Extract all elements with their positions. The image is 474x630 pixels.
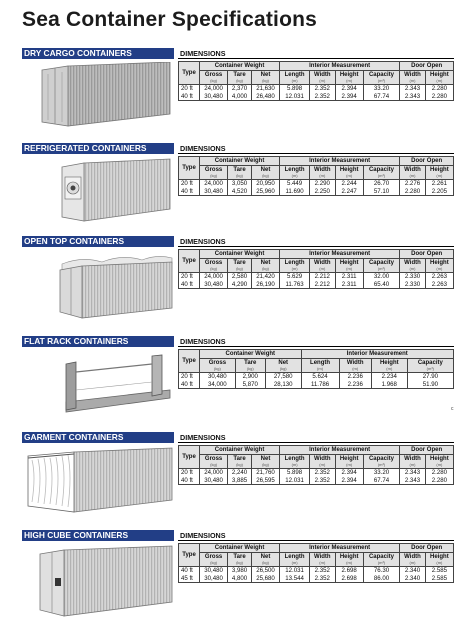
col-net-label: Net — [260, 167, 271, 173]
section-title: HIGH CUBE CONTAINERS — [24, 530, 129, 540]
cell-net: 20,950 25,960 — [251, 180, 279, 196]
unit-m3: (m³) — [377, 462, 386, 467]
col-net-label: Net — [260, 456, 271, 462]
unit-m: (m) — [291, 462, 298, 467]
col-capacity-label: Capacity — [417, 360, 443, 366]
unit-m: (m) — [436, 266, 443, 271]
cell-width: 2.352 2.352 — [310, 567, 336, 583]
col-type: Type — [179, 446, 200, 469]
unit-m: (m) — [319, 173, 326, 178]
cell-tare: 2,370 4,000 — [228, 85, 252, 101]
unit-kg: (kg) — [262, 560, 269, 565]
col-door-width — [400, 553, 426, 567]
section-header-bar — [22, 336, 174, 347]
section-header-bar — [22, 432, 174, 443]
cell-type: 20 ft 40 ft — [179, 273, 200, 289]
col-gross-label: Gross — [204, 554, 223, 560]
unit-m3: (m³) — [377, 560, 386, 565]
col-tare-label: Tare — [233, 554, 246, 560]
cell-capacity: 76.30 86.00 — [363, 567, 399, 583]
col-net — [251, 553, 279, 567]
col-net — [251, 455, 279, 469]
col-tare-label: Tare — [233, 260, 246, 266]
col-door-height-label: Height — [430, 260, 449, 266]
col-net — [251, 71, 279, 85]
unit-m: (m) — [386, 366, 393, 371]
col-capacity-label: Capacity — [368, 554, 394, 560]
unit-m: (m) — [291, 560, 298, 565]
unit-kg: (kg) — [262, 173, 269, 178]
unit-kg: (kg) — [236, 560, 243, 565]
col-net — [251, 166, 279, 180]
section-title: OPEN TOP CONTAINERS — [24, 236, 125, 246]
cell-door-height: 2.280 2.280 — [425, 85, 453, 101]
cell-capacity: 26.70 57.10 — [363, 180, 399, 196]
unit-m: (m) — [319, 462, 326, 467]
group-interior: Interior Measurement — [301, 350, 453, 359]
section-header-bar — [22, 143, 174, 154]
unit-m: (m) — [346, 78, 353, 83]
col-width-label: Width — [313, 167, 331, 173]
cell-net: 21,630 26,480 — [251, 85, 279, 101]
cell-tare: 3,980 4,800 — [228, 567, 252, 583]
cell-height: 2.244 2.247 — [335, 180, 363, 196]
col-capacity — [363, 259, 399, 273]
group-container-weight: Container Weight — [200, 250, 280, 259]
unit-m: (m) — [436, 78, 443, 83]
col-height — [335, 259, 363, 273]
section-header-bar — [22, 236, 174, 247]
cell-width: 2.352 2.352 — [310, 469, 336, 485]
cell-door-height: 2.263 2.263 — [425, 273, 453, 289]
col-gross — [200, 71, 228, 85]
section-title: FLAT RACK CONTAINERS — [24, 336, 129, 346]
unit-kg: (kg) — [210, 560, 218, 565]
unit-m: (m) — [319, 78, 326, 83]
col-length-label: Length — [284, 554, 305, 560]
unit-m: (m) — [346, 266, 353, 271]
unit-m: (m) — [409, 462, 416, 467]
page-title: Sea Container Specifications — [22, 8, 318, 31]
col-gross — [200, 259, 228, 273]
col-gross — [200, 166, 228, 180]
col-height-label: Height — [339, 554, 359, 560]
cell-door-width: 2.343 2.343 — [400, 85, 426, 101]
spec-table — [178, 445, 454, 485]
unit-m: (m) — [291, 173, 298, 178]
col-gross-label: Gross — [204, 260, 223, 266]
group-door-open: Door Open — [400, 446, 454, 455]
col-gross-label: Gross — [204, 167, 223, 173]
spec-table — [178, 349, 454, 389]
col-tare — [228, 166, 252, 180]
col-net-label: Net — [278, 360, 289, 366]
section-refrigerated — [22, 143, 454, 195]
col-gross — [200, 553, 228, 567]
col-net-label: Net — [260, 554, 271, 560]
col-door-height — [425, 455, 453, 469]
unit-m: (m) — [291, 266, 298, 271]
section-garment — [22, 432, 454, 484]
dimensions-label: DIMENSIONS — [178, 236, 454, 247]
col-height-label: Height — [339, 456, 359, 462]
unit-m: (m) — [346, 173, 353, 178]
cell-type: 20 ft 40 ft — [179, 85, 200, 101]
col-type: Type — [179, 157, 200, 180]
col-length-label: Length — [284, 456, 305, 462]
spec-table — [178, 61, 454, 101]
col-door-width-label: Width — [404, 456, 421, 462]
unit-m: (m) — [409, 266, 416, 271]
group-interior: Interior Measurement — [280, 62, 400, 71]
flat-rack-container-illustration — [22, 350, 174, 422]
group-door-open: Door Open — [400, 62, 454, 71]
cell-door-height: 2.585 2.585 — [425, 567, 453, 583]
unit-kg: (kg) — [210, 173, 218, 178]
col-length-label: Length — [284, 167, 305, 173]
group-container-weight: Container Weight — [200, 157, 280, 166]
col-width — [310, 455, 336, 469]
cell-capacity: 32.00 65.40 — [363, 273, 399, 289]
col-tare-label: Tare — [233, 456, 246, 462]
col-length — [280, 166, 310, 180]
col-length — [301, 359, 339, 373]
col-tare — [228, 71, 252, 85]
cell-capacity: 27.90 51.90 — [407, 373, 453, 389]
col-width — [339, 359, 371, 373]
col-height-label: Height — [379, 360, 399, 366]
unit-m3: (m³) — [377, 173, 386, 178]
cell-net: 21,420 26,190 — [251, 273, 279, 289]
col-tare-label: Tare — [233, 72, 246, 78]
cell-gross: 24,000 30,480 — [200, 180, 228, 196]
cell-length: 5.898 12.031 — [280, 85, 310, 101]
cell-type: 20 ft 40 ft — [179, 469, 200, 485]
unit-kg: (kg) — [210, 78, 218, 83]
cell-height: 2.234 1.968 — [371, 373, 407, 389]
col-door-width — [400, 166, 426, 180]
col-type: Type — [179, 62, 200, 85]
col-gross — [200, 455, 228, 469]
col-length-label: Length — [284, 72, 305, 78]
col-length — [280, 71, 310, 85]
col-capacity-label: Capacity — [368, 72, 394, 78]
col-gross-label: Gross — [208, 360, 227, 366]
cell-height: 2.698 2.698 — [335, 567, 363, 583]
cell-width: 2.236 2.236 — [339, 373, 371, 389]
group-interior: Interior Measurement — [280, 250, 400, 259]
section-dry-cargo — [22, 48, 454, 100]
cell-door-width: 2.340 2.340 — [400, 567, 426, 583]
col-height-label: Height — [339, 72, 359, 78]
col-length — [280, 553, 310, 567]
cell-net: 26,500 25,680 — [251, 567, 279, 583]
col-tare — [228, 259, 252, 273]
cell-tare: 3,050 4,520 — [228, 180, 252, 196]
table-row — [179, 273, 454, 289]
col-door-width — [400, 455, 426, 469]
col-net-label: Net — [260, 260, 271, 266]
unit-m3: (m³) — [377, 266, 386, 271]
cell-length: 12.031 13.544 — [280, 567, 310, 583]
unit-m: (m) — [436, 560, 443, 565]
col-length — [280, 455, 310, 469]
cell-tare: 2,240 3,885 — [228, 469, 252, 485]
spec-table — [178, 249, 454, 289]
unit-kg: (kg) — [246, 366, 254, 371]
cell-length: 5.629 11.763 — [280, 273, 310, 289]
col-net-label: Net — [260, 72, 271, 78]
col-type: Type — [179, 250, 200, 273]
unit-kg: (kg) — [262, 266, 269, 271]
cell-gross: 30,480 30,480 — [200, 567, 228, 583]
table-row — [179, 180, 454, 196]
unit-m: (m) — [409, 560, 416, 565]
corner-mark: c — [451, 406, 454, 412]
col-height — [371, 359, 407, 373]
cell-type: 20 ft 40 ft — [179, 373, 200, 389]
col-type: Type — [179, 544, 200, 567]
cell-length: 5.449 11.690 — [280, 180, 310, 196]
col-gross — [200, 359, 236, 373]
col-door-height-label: Height — [430, 456, 449, 462]
col-width — [310, 71, 336, 85]
unit-m: (m) — [317, 366, 324, 371]
col-door-height-label: Height — [430, 167, 449, 173]
group-container-weight: Container Weight — [200, 350, 302, 359]
col-capacity — [363, 455, 399, 469]
section-header-bar — [22, 48, 174, 59]
unit-m: (m) — [346, 560, 353, 565]
group-door-open: Door Open — [400, 544, 454, 553]
unit-m: (m) — [436, 462, 443, 467]
unit-kg: (kg) — [236, 78, 243, 83]
cell-door-width: 2.276 2.280 — [400, 180, 426, 196]
unit-m: (m) — [409, 78, 416, 83]
col-gross-label: Gross — [204, 72, 223, 78]
section-title: GARMENT CONTAINERS — [24, 432, 124, 442]
cell-tare: 2,900 5,870 — [235, 373, 265, 389]
unit-kg: (kg) — [262, 462, 269, 467]
cell-length: 5.898 12.031 — [280, 469, 310, 485]
cell-net: 21,760 26,595 — [251, 469, 279, 485]
spec-table — [178, 156, 454, 196]
col-gross-label: Gross — [204, 456, 223, 462]
group-interior: Interior Measurement — [280, 544, 400, 553]
col-tare — [228, 455, 252, 469]
col-door-height — [425, 259, 453, 273]
unit-kg: (kg) — [236, 173, 243, 178]
unit-kg: (kg) — [262, 78, 269, 83]
col-door-width-label: Width — [404, 167, 421, 173]
section-title: DRY CARGO CONTAINERS — [24, 48, 132, 58]
group-interior: Interior Measurement — [280, 446, 400, 455]
col-width — [310, 259, 336, 273]
cell-length: 5.624 11.786 — [301, 373, 339, 389]
unit-kg: (kg) — [279, 366, 287, 371]
cell-height: 2.311 2.311 — [335, 273, 363, 289]
col-length — [280, 259, 310, 273]
col-door-height — [425, 71, 453, 85]
col-width-label: Width — [313, 554, 331, 560]
unit-m: (m) — [409, 173, 416, 178]
cell-width: 2.212 2.212 — [310, 273, 336, 289]
col-net — [265, 359, 301, 373]
table-row — [179, 469, 454, 485]
col-height — [335, 455, 363, 469]
col-capacity — [363, 553, 399, 567]
unit-m3: (m³) — [377, 78, 386, 83]
unit-kg: (kg) — [210, 266, 218, 271]
dimensions-label: DIMENSIONS — [178, 432, 454, 443]
unit-m: (m) — [352, 366, 359, 371]
col-length-label: Length — [284, 260, 305, 266]
col-net — [251, 259, 279, 273]
col-door-width-label: Width — [404, 260, 421, 266]
col-width — [310, 166, 336, 180]
unit-kg: (kg) — [236, 462, 243, 467]
col-tare — [235, 359, 265, 373]
cell-height: 2.394 2.394 — [335, 469, 363, 485]
col-width-label: Width — [313, 456, 331, 462]
unit-m: (m) — [319, 560, 326, 565]
cell-gross: 30,480 34,000 — [200, 373, 236, 389]
dimensions-label: DIMENSIONS — [178, 336, 454, 347]
dry-cargo-container-illustration — [22, 62, 174, 132]
table-row — [179, 85, 454, 101]
cell-type: 20 ft 40 ft — [179, 180, 200, 196]
col-height — [335, 71, 363, 85]
dimensions-label: DIMENSIONS — [178, 530, 454, 541]
col-door-height-label: Height — [430, 554, 449, 560]
cell-door-height: 2.280 2.280 — [425, 469, 453, 485]
col-width-label: Width — [313, 72, 331, 78]
cell-tare: 2,580 4,290 — [228, 273, 252, 289]
cell-height: 2.394 2.394 — [335, 85, 363, 101]
col-width-label: Width — [313, 260, 331, 266]
col-capacity-label: Capacity — [368, 260, 394, 266]
cell-width: 2.352 2.352 — [310, 85, 336, 101]
group-container-weight: Container Weight — [200, 62, 280, 71]
col-length-label: Length — [310, 360, 331, 366]
col-door-width-label: Width — [404, 554, 421, 560]
open-top-container-illustration — [22, 250, 174, 322]
col-door-height — [425, 553, 453, 567]
col-height — [335, 553, 363, 567]
cell-door-height: 2.261 2.205 — [425, 180, 453, 196]
cell-gross: 24,000 30,480 — [200, 469, 228, 485]
col-height-label: Height — [339, 167, 359, 173]
dimensions-label: DIMENSIONS — [178, 48, 454, 59]
cell-door-width: 2.343 2.343 — [400, 469, 426, 485]
unit-m3: (m³) — [426, 366, 434, 371]
group-container-weight: Container Weight — [200, 446, 280, 455]
group-door-open: Door Open — [400, 250, 454, 259]
garment-container-illustration — [22, 446, 174, 518]
refrigerated-container-illustration — [22, 157, 174, 227]
unit-m: (m) — [291, 78, 298, 83]
col-tare — [228, 553, 252, 567]
col-tare-label: Tare — [233, 167, 246, 173]
section-title: REFRIGERATED CONTAINERS — [24, 143, 147, 153]
col-door-height — [425, 166, 453, 180]
group-door-open: Door Open — [400, 157, 454, 166]
cell-capacity: 33.20 67.74 — [363, 469, 399, 485]
high-cube-container-illustration — [22, 544, 174, 622]
unit-kg: (kg) — [236, 266, 243, 271]
unit-kg: (kg) — [210, 462, 218, 467]
group-container-weight: Container Weight — [200, 544, 280, 553]
unit-m: (m) — [319, 266, 326, 271]
section-high-cube — [22, 530, 454, 582]
section-header-bar — [22, 530, 174, 541]
cell-door-width: 2.330 2.330 — [400, 273, 426, 289]
table-row — [179, 373, 454, 389]
dimensions-label: DIMENSIONS — [178, 143, 454, 154]
col-door-width — [400, 71, 426, 85]
cell-capacity: 33.20 67.74 — [363, 85, 399, 101]
col-door-height-label: Height — [430, 72, 449, 78]
col-door-width-label: Width — [404, 72, 421, 78]
table-row — [179, 567, 454, 583]
col-tare-label: Tare — [244, 360, 257, 366]
section-flat-rack — [22, 336, 454, 388]
col-capacity — [363, 71, 399, 85]
cell-width: 2.290 2.250 — [310, 180, 336, 196]
spec-table — [178, 543, 454, 583]
cell-gross: 24,000 30,480 — [200, 85, 228, 101]
col-height-label: Height — [339, 260, 359, 266]
unit-kg: (kg) — [213, 366, 221, 371]
col-width — [310, 553, 336, 567]
cell-type: 40 ft 45 ft — [179, 567, 200, 583]
col-capacity-label: Capacity — [368, 167, 394, 173]
col-capacity — [363, 166, 399, 180]
col-door-width — [400, 259, 426, 273]
col-capacity — [407, 359, 453, 373]
group-interior: Interior Measurement — [280, 157, 400, 166]
col-width-label: Width — [346, 360, 364, 366]
cell-net: 27,580 28,130 — [265, 373, 301, 389]
cell-gross: 24,000 30,480 — [200, 273, 228, 289]
col-capacity-label: Capacity — [368, 456, 394, 462]
unit-m: (m) — [346, 462, 353, 467]
unit-m: (m) — [436, 173, 443, 178]
col-height — [335, 166, 363, 180]
col-type: Type — [179, 350, 200, 373]
section-open-top — [22, 236, 454, 288]
